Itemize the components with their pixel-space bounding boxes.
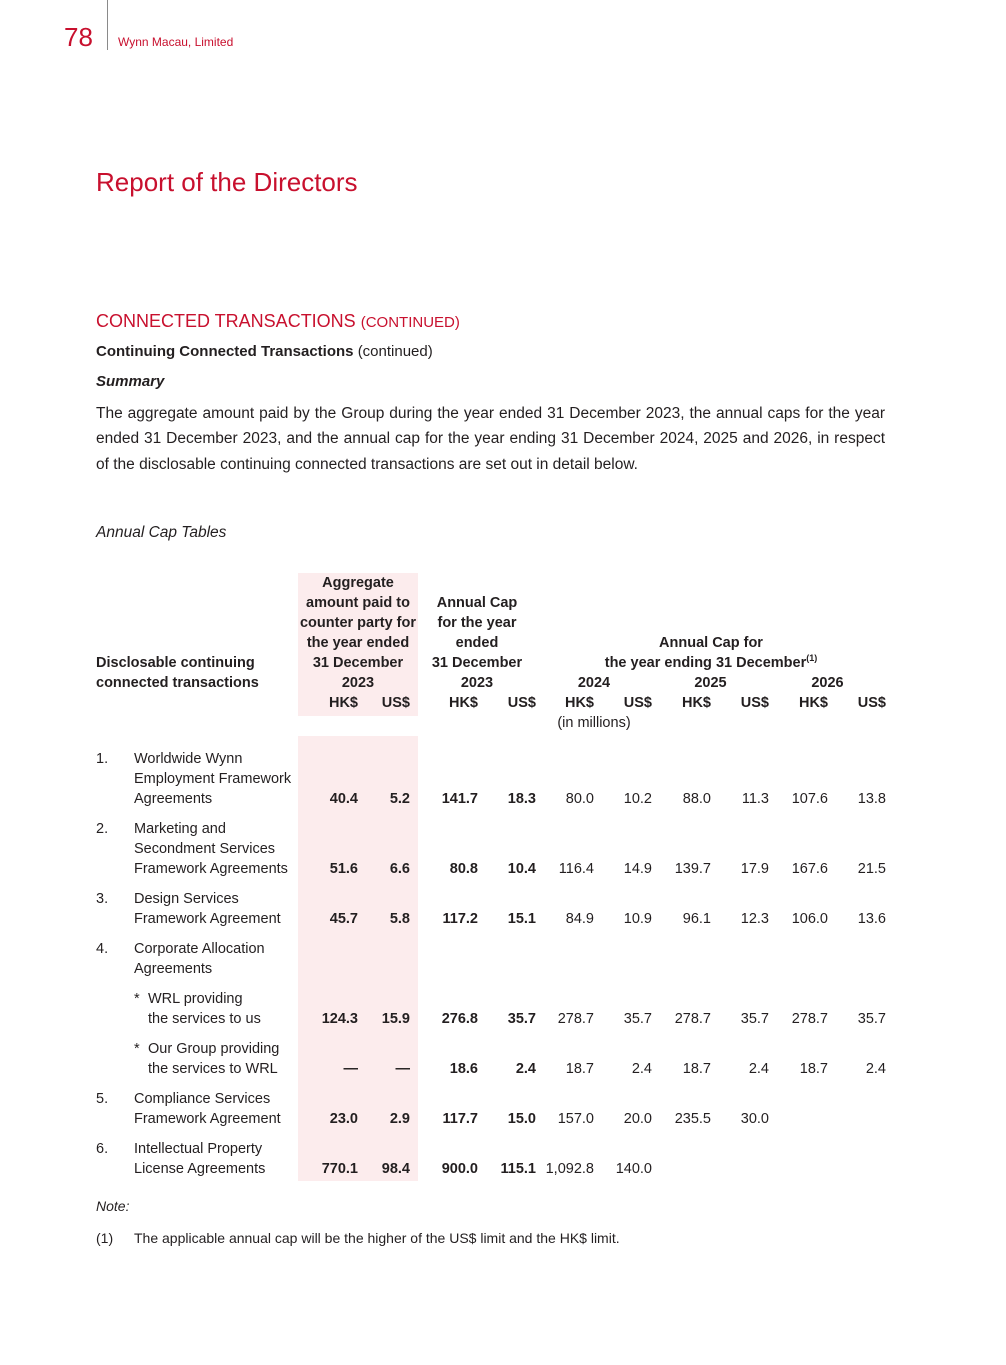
row-label-line: License Agreements (134, 1161, 266, 1177)
row-label-line: Agreements (134, 791, 213, 807)
header-line (536, 653, 886, 673)
table-cell: 15.9 (381, 1011, 410, 1027)
row-number: 6. (96, 1141, 109, 1157)
table-cell: 117.2 (442, 911, 478, 927)
table-cell: 30.0 (740, 1111, 769, 1127)
table-cell: 2.9 (389, 1111, 410, 1127)
table-cell: 10.4 (507, 861, 536, 877)
currency-header: US$ (381, 695, 410, 711)
table-cell: 18.3 (507, 791, 536, 807)
row-bullet: * (134, 991, 140, 1007)
row-label-line: Agreements (134, 961, 213, 977)
table-cell: 10.2 (623, 791, 652, 807)
table-cell: 141.7 (441, 791, 478, 807)
table-cell: 88.0 (682, 791, 711, 807)
table-cell: 276.8 (441, 1011, 478, 1027)
row-label-header (96, 653, 259, 693)
summary-paragraph (96, 401, 885, 477)
table-cell: 80.0 (565, 791, 594, 807)
row-label-line: Our Group providing (148, 1041, 280, 1057)
page-number: 78 (64, 22, 93, 52)
header-line: ended (455, 635, 499, 651)
table-cell: 11.3 (741, 791, 769, 807)
table-cell: 18.7 (799, 1061, 828, 1077)
row-number: 3. (96, 891, 109, 907)
row-number: 4. (96, 941, 109, 957)
table-cell: 770.1 (321, 1161, 358, 1177)
table-cell: 21.5 (857, 861, 886, 877)
annual-cap-future-header (536, 633, 886, 673)
table-cell: 18.6 (449, 1061, 478, 1077)
table-cell: 2.4 (748, 1061, 769, 1077)
row-label-line: the services to WRL (148, 1061, 278, 1077)
year-2026-header: 2026 (811, 675, 844, 691)
header-line: connected transactions (96, 675, 259, 691)
table-cell: 96.1 (682, 911, 711, 927)
table-cell: 278.7 (791, 1011, 828, 1027)
table-cell: 116.4 (558, 861, 594, 877)
row-label-line: Employment Framework (134, 771, 292, 787)
table-cell: 10.9 (623, 911, 652, 927)
paragraph-line: are set out in detail below. (458, 455, 638, 473)
table-cell: 14.9 (623, 861, 652, 877)
table-cell: 235.5 (674, 1111, 711, 1127)
row-label-line: Framework Agreement (134, 911, 281, 927)
table-cell: 45.7 (329, 911, 358, 927)
header-line: Annual Cap for (659, 635, 763, 651)
table-cell: 117.7 (442, 1111, 478, 1127)
table-cell: 23.0 (329, 1111, 358, 1127)
summary-label: Summary (96, 373, 165, 390)
header-line: the year ended (306, 635, 410, 651)
table-cell: — (343, 1061, 358, 1077)
subsection-heading-text: Continuing Connected Transactions (96, 343, 354, 360)
header-line: Annual Cap (436, 595, 518, 611)
paragraph-line: annual caps for the year ended 31 December 2023, and the annual cap for the year ending (96, 405, 885, 448)
row-label-line: Compliance Services (134, 1091, 271, 1107)
table-cell: 6.6 (389, 861, 410, 877)
header-line: 2023 (341, 675, 375, 691)
table-cell: 278.7 (557, 1011, 594, 1027)
currency-header: US$ (507, 695, 536, 711)
table-cell: 35.7 (857, 1011, 886, 1027)
company-name: Wynn Macau, Limited (118, 35, 234, 49)
currency-header: HK$ (564, 695, 594, 711)
currency-header: US$ (740, 695, 769, 711)
table-cell: 167.6 (791, 861, 828, 877)
footnote-reference: (1) (806, 653, 818, 664)
section-heading (96, 311, 460, 332)
table-cell: 278.7 (674, 1011, 711, 1027)
table-cell: 2.4 (631, 1061, 652, 1077)
table-cell: 157.0 (557, 1111, 594, 1127)
aggregate-header (298, 573, 418, 693)
row-label (134, 1139, 265, 1179)
section-heading-suffix: (CONTINUED) (360, 314, 460, 331)
table-cell: 12.3 (740, 911, 769, 927)
currency-header: HK$ (328, 695, 358, 711)
table-cell: 35.7 (740, 1011, 769, 1027)
header-line: Disclosable continuing (96, 655, 255, 671)
row-number: 5. (96, 1091, 109, 1107)
table-cell: 17.9 (740, 861, 769, 877)
annual-cap-2023-header (418, 593, 536, 693)
table-cell: 115.1 (500, 1161, 536, 1177)
row-number: 2. (96, 821, 109, 837)
row-label-line: Framework Agreements (134, 861, 288, 877)
row-label (134, 939, 265, 979)
table-cell: 40.4 (329, 791, 358, 807)
table-cell: 18.7 (565, 1061, 594, 1077)
row-label-line: Marketing and (134, 821, 226, 837)
subsection-heading-suffix: (continued) (357, 343, 433, 360)
table-cell: 140.0 (615, 1161, 652, 1177)
header-line: counter party for (299, 615, 416, 631)
currency-header: HK$ (798, 695, 828, 711)
subsection-heading (96, 343, 433, 360)
header-line: 31 December (431, 655, 523, 671)
table-cell: 2.4 (515, 1061, 536, 1077)
currency-header: HK$ (448, 695, 478, 711)
table-cell: 80.8 (449, 861, 478, 877)
header-line: for the year (437, 615, 517, 631)
row-label-line: Corporate Allocation (134, 941, 265, 957)
table-cell: 18.7 (682, 1061, 711, 1077)
table-cell: 900.0 (441, 1161, 478, 1177)
row-label-line: the services to us (148, 1011, 261, 1027)
table-cell: 13.6 (857, 911, 886, 927)
row-label (134, 749, 291, 809)
row-label (134, 819, 288, 879)
header-line-text: the year ending 31 December (604, 655, 807, 671)
row-bullet: * (134, 1041, 140, 1057)
header-line: 31 December (312, 655, 404, 671)
row-label (148, 989, 261, 1029)
footnote-text: The applicable annual cap will be the higher of the US$ limit and the HK$ limit. (134, 1230, 620, 1246)
header-line: 2023 (460, 675, 494, 691)
row-label-line: Framework Agreement (134, 1111, 281, 1127)
row-label (134, 1089, 281, 1129)
footnote-number: (1) (96, 1230, 114, 1246)
table-cell: 5.2 (389, 791, 410, 807)
paragraph-line: 31 December 2024, 2025 and 2026, in respect of the disclosable continuing connected transactions (96, 430, 886, 473)
row-number: 1. (96, 751, 109, 767)
table-cell: 106.0 (791, 911, 828, 927)
table-cell: 98.4 (381, 1161, 410, 1177)
currency-header: HK$ (681, 695, 711, 711)
row-label-line: Intellectual Property (134, 1141, 263, 1157)
year-2024-header: 2024 (577, 675, 611, 691)
table-cell: 84.9 (565, 911, 594, 927)
header-divider (107, 0, 108, 50)
table-cell: 15.1 (507, 911, 536, 927)
table-cell: 13.8 (857, 791, 886, 807)
page-title: Report of the Directors (96, 167, 358, 197)
unit-note: (in millions) (557, 715, 631, 731)
section-heading-text: CONNECTED TRANSACTIONS (96, 311, 356, 331)
table-cell: 107.6 (791, 791, 828, 807)
header-line: amount paid to (306, 595, 410, 611)
header-line: Aggregate (322, 575, 394, 591)
table-cell: 2.4 (865, 1061, 886, 1077)
table-cell: 1,092.8 (545, 1161, 594, 1177)
table-cell: — (395, 1061, 410, 1077)
table-caption: Annual Cap Tables (96, 524, 227, 541)
table-cell: 124.3 (321, 1011, 358, 1027)
row-label-line: Secondment Services (134, 841, 276, 857)
table-cell: 5.8 (389, 911, 410, 927)
currency-header: US$ (623, 695, 652, 711)
row-label-line: Worldwide Wynn (134, 751, 243, 767)
row-label-line: Design Services (134, 891, 239, 907)
row-label (148, 1039, 279, 1079)
year-2025-header: 2025 (694, 675, 727, 691)
row-label-line: WRL providing (148, 991, 243, 1007)
table-cell: 51.6 (329, 861, 358, 877)
table-cell: 15.0 (507, 1111, 536, 1127)
table-cell: 20.0 (623, 1111, 652, 1127)
paragraph-line: The aggregate amount paid by the Group during the year ended 31 December 2023, the (96, 405, 712, 422)
table-cell: 139.7 (674, 861, 711, 877)
currency-header: US$ (857, 695, 886, 711)
table-cell: 35.7 (623, 1011, 652, 1027)
row-label (134, 889, 281, 929)
note-label: Note: (96, 1198, 130, 1214)
table-cell: 35.7 (507, 1011, 536, 1027)
